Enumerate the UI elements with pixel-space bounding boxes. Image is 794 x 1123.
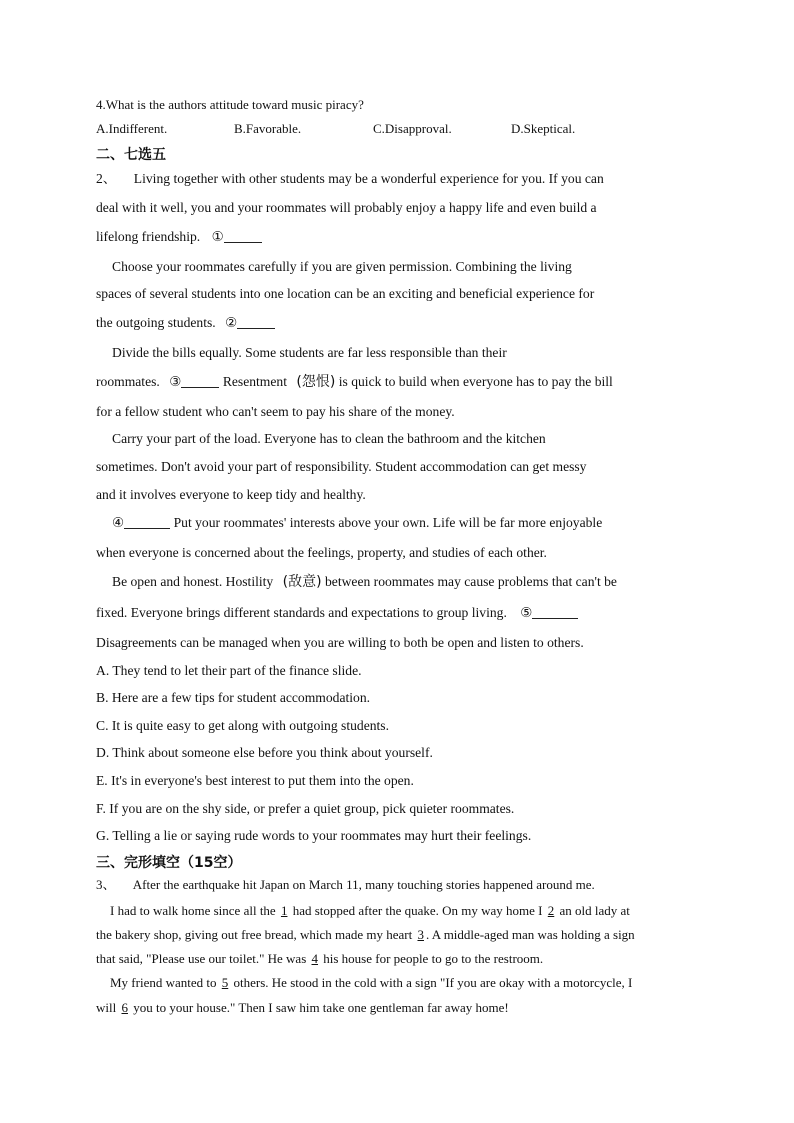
passage-line: sometimes. Don't avoid your part of responsibility. Student accommodation can get messy — [96, 459, 587, 474]
passage-line: that said, "Please use our toilet." He was 4 his house for people to go to the restroom. — [96, 951, 544, 966]
cloze-blank-5: 5 — [221, 975, 229, 990]
cloze-blank-3: 3 — [417, 927, 424, 942]
passage-line: 3、 After the earthquake hit Japan on March 11, many touching stories happened around me. — [96, 877, 595, 892]
option-e: E. It's in everyone's best interest to put them into the open. — [96, 773, 414, 788]
passage-line: deal with it well, you and your roommates will probably enjoy a happy life and even build a — [96, 200, 597, 215]
option-f: F. If you are on the shy side, or prefer a quiet group, pick quieter roommates. — [96, 801, 515, 816]
passage-line: Divide the bills equally. Some students are far less responsible than their — [112, 345, 507, 360]
blank-marker-3: ③ — [169, 374, 182, 389]
option-c: C. It is quite easy to get along with outgoing students. — [96, 718, 389, 733]
chinese-gloss: (怨恨) — [296, 374, 336, 390]
blank-marker-5: ⑤ — [520, 605, 533, 620]
passage-line: roommates. ③ Resentment (怨恨) is quick to build when everyone has to pay the bill — [96, 374, 613, 390]
passage-line: My friend wanted to 5 others. He stood in the cold with a sign "If you are okay with a motorcycle, I — [110, 975, 633, 990]
passage-line: the bakery shop, giving out free bread, which made my heart 3 . A middle-aged man was holding a sign — [96, 927, 635, 942]
cloze-blank-4: 4 — [311, 951, 319, 966]
passage-line: lifelong friendship. ① — [96, 229, 262, 245]
blank-marker-4: ④ — [112, 515, 125, 530]
question-number: 3、 — [96, 877, 116, 892]
q4-option-c: C.Disapproval. — [373, 121, 452, 136]
answer-blank-4 — [124, 515, 170, 529]
passage-line: spaces of several students into one location can be an exciting and beneficial experience for — [96, 286, 595, 301]
cloze-blank-1: 1 — [280, 903, 288, 918]
q4-option-a: A.Indifferent. — [96, 121, 168, 136]
passage-line: and it involves everyone to keep tidy and healthy. — [96, 487, 366, 502]
passage-line: Disagreements can be managed when you are willing to both be open and listen to others. — [96, 635, 584, 650]
chinese-gloss: (敌意) — [282, 574, 322, 590]
section-heading-cloze: 三、完形填空（15空） — [96, 855, 242, 871]
answer-blank-3 — [181, 374, 219, 388]
passage-line: when everyone is concerned about the feelings, property, and studies of each other. — [96, 545, 547, 560]
section-heading-seven-choose-five: 二、七选五 — [96, 147, 166, 163]
answer-blank-2 — [237, 315, 275, 329]
option-b: B. Here are a few tips for student accommodation. — [96, 690, 371, 705]
passage-line: will 6 you to your house." Then I saw him take one gentleman far away home! — [96, 1000, 509, 1015]
cloze-blank-2: 2 — [547, 903, 555, 918]
passage-line: the outgoing students. ② — [96, 315, 275, 331]
question-number: 2、 — [96, 171, 117, 186]
q4-option-b: B.Favorable. — [234, 121, 302, 136]
answer-blank-1 — [224, 229, 262, 243]
blank-marker-2: ② — [225, 315, 238, 330]
passage-line: for a fellow student who can't seem to pay his share of the money. — [96, 404, 455, 419]
passage-line: I had to walk home since all the 1 had stopped after the quake. On my way home I 2 an old lady at — [110, 903, 630, 918]
passage-line: Be open and honest. Hostility (敌意) between roommates may cause problems that can't be — [112, 574, 617, 590]
option-a: A. They tend to let their part of the finance slide. — [96, 663, 362, 678]
q4-question: 4.What is the authors attitude toward music piracy? — [96, 97, 364, 112]
option-g: G. Telling a lie or saying rude words to your roommates may hurt their feelings. — [96, 828, 532, 843]
passage-line: fixed. Everyone brings different standards and expectations to group living. ⑤ — [96, 605, 578, 621]
answer-blank-5 — [532, 605, 578, 619]
passage-line: Carry your part of the load. Everyone has to clean the bathroom and the kitchen — [112, 431, 546, 446]
passage-line: 2、 Living together with other students may be a wonderful experience for you. If you can — [96, 171, 604, 186]
passage-line: Choose your roommates carefully if you are given permission. Combining the living — [112, 259, 572, 274]
blank-marker-1: ① — [211, 229, 224, 244]
option-d: D. Think about someone else before you think about yourself. — [96, 745, 433, 760]
q4-option-d: D.Skeptical. — [511, 121, 576, 136]
passage-line: ④ Put your roommates' interests above your own. Life will be far more enjoyable — [112, 515, 603, 530]
cloze-blank-6: 6 — [121, 1000, 128, 1015]
